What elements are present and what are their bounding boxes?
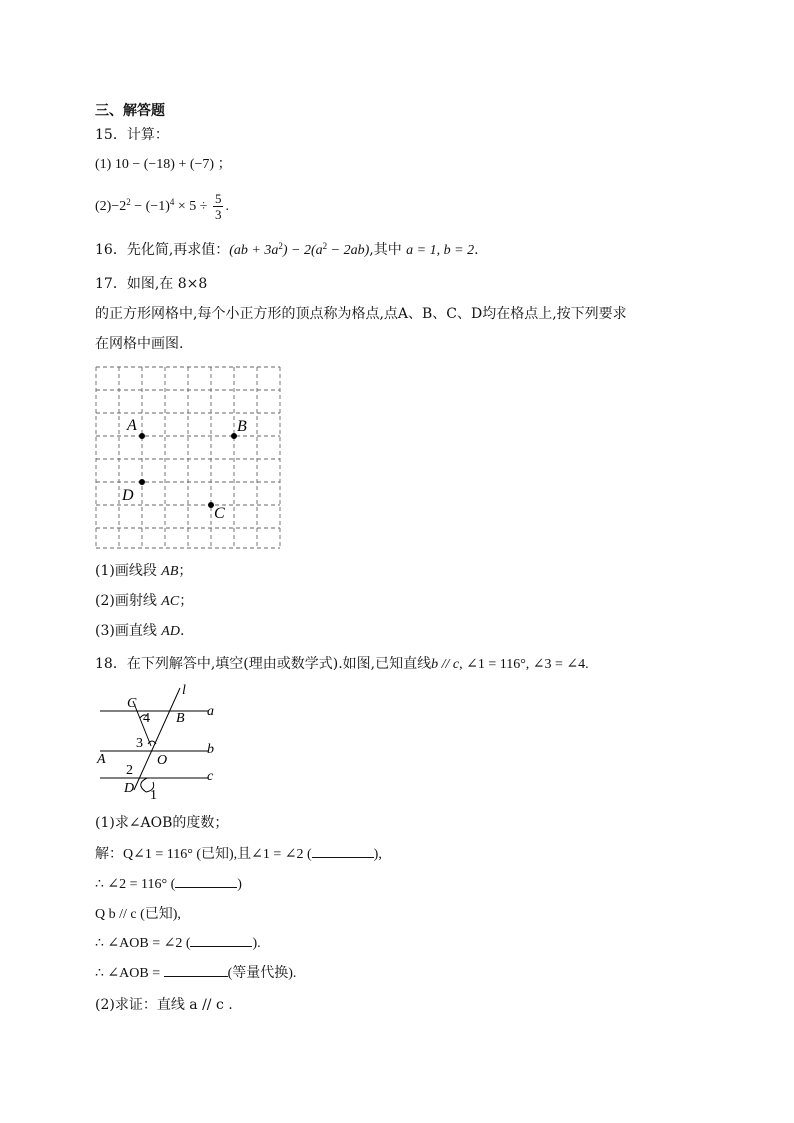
section-title: 三、解答题 xyxy=(95,103,165,119)
q18-step-3 xyxy=(95,905,181,925)
q18-step-4 xyxy=(95,934,261,954)
q16 xyxy=(95,240,479,261)
q18-step-3-text: Q b // c (已知), xyxy=(95,907,181,922)
q17-task-2 xyxy=(95,591,193,612)
q18-step-2-text: ∴ ∠2 = 116° ( xyxy=(95,877,176,892)
q17-task-1-end: ； xyxy=(178,563,193,579)
q18-step-5-end: (等量代换). xyxy=(227,966,297,981)
q16-expr-mid: ) − 2(a xyxy=(282,243,323,258)
q15-part2-expr-c: × 5 ÷ xyxy=(174,199,211,214)
label-a: a xyxy=(207,704,214,719)
q18-step-1 xyxy=(95,845,382,865)
q17-task-2-end: ； xyxy=(179,593,194,609)
fraction-numerator: 5 xyxy=(214,191,222,207)
answer-blank-1[interactable] xyxy=(312,845,374,858)
q18-step-5-text: ∴ ∠AOB = xyxy=(95,966,164,981)
q18-given2: , ∠1 = 116°, ∠3 = ∠4. xyxy=(459,657,589,672)
q16-expr-close: − 2ab) xyxy=(327,243,370,258)
q17-grid-figure xyxy=(90,360,290,555)
grid-lines xyxy=(96,367,280,548)
q16-given: a = 1, b = 2 xyxy=(406,243,475,258)
q17-task-2-target: AC xyxy=(161,594,180,609)
q18-step-4-text: ∴ ∠AOB = ∠2 ( xyxy=(95,936,191,951)
q15-part2-expr-b: − (−1) xyxy=(130,199,170,214)
q17-task-1-label: (1)画线段 xyxy=(95,563,157,579)
label-B: B xyxy=(176,711,185,726)
q18-stem-line xyxy=(95,654,589,675)
q17-task-1-target: AB xyxy=(161,564,179,579)
q17-task-1 xyxy=(95,561,192,582)
q18-parallel-lines-figure xyxy=(90,680,240,805)
q16-given-prefix: ,其中 xyxy=(369,242,407,258)
angle-arc-2 xyxy=(141,778,147,792)
q15-part2-exp-b: 4 xyxy=(169,197,175,207)
q18-part2: (2)求证：直线 a // c . xyxy=(95,997,233,1013)
label-3: 3 xyxy=(136,736,143,751)
q17-task-3-label: (3)画直线 xyxy=(95,623,157,639)
label-A: A xyxy=(97,752,106,767)
q17-stem: 17．如图,在 8×8 xyxy=(95,276,208,292)
q16-expr-open: (ab + 3a xyxy=(229,243,279,258)
point-a-dot xyxy=(139,433,145,439)
q18-stem: 18．在下列解答中,填空(理由或数学式).如图,已知直线 xyxy=(95,656,432,672)
point-c-label: C xyxy=(214,505,225,522)
q17-text2: 的正方形网格中,每个小正方形的顶点称为格点,点A、B、C、D均在格点上,按下列要求 xyxy=(95,306,627,322)
q15-part1-label: (1) xyxy=(95,157,112,172)
point-d-dot xyxy=(139,479,145,485)
answer-blank-2[interactable] xyxy=(175,875,237,888)
q15-part2-exp-a: 2 xyxy=(126,197,131,207)
q18-part1: (1)求∠AOB的度数； xyxy=(95,815,229,831)
point-a-label: A xyxy=(127,417,137,434)
q18-step-1-text: 解：Q∠1 = 116° (已知),且∠1 = ∠2 ( xyxy=(95,847,312,862)
q15-part2-label: (2) xyxy=(95,199,112,214)
point-b-label: B xyxy=(237,418,247,435)
q17-text3: 在网格中画图. xyxy=(95,336,184,352)
label-4: 4 xyxy=(143,711,150,726)
label-c: c xyxy=(207,769,214,784)
q15-part2-end: . xyxy=(225,199,229,214)
q16-exp2: 2 xyxy=(322,241,328,251)
label-2: 2 xyxy=(126,763,133,778)
label-D: D xyxy=(124,781,135,796)
q18-step-4-end: ). xyxy=(252,936,261,951)
q18-step-2-end: ) xyxy=(237,877,242,892)
answer-blank-3[interactable] xyxy=(190,934,252,947)
q15-part2 xyxy=(95,190,229,224)
q18-given1: b // c xyxy=(431,657,460,672)
answer-blank-4[interactable] xyxy=(164,964,228,977)
fraction-denominator: 3 xyxy=(214,207,222,223)
q18-step-1-end: ), xyxy=(373,847,382,862)
label-l: l xyxy=(182,683,186,698)
q15-stem: 15．计算： xyxy=(95,127,169,143)
q15-part1-end: ； xyxy=(217,157,232,172)
q15-part1 xyxy=(95,155,232,175)
q16-exp1: 2 xyxy=(278,241,283,251)
q15-part2-expr-a: −2 xyxy=(111,199,127,214)
q16-stem: 16．先化简,再求值： xyxy=(95,242,230,258)
q15-part1-expr: 10 − (−18) + (−7) xyxy=(114,157,215,172)
label-b: b xyxy=(207,742,214,757)
q15-part2-fraction xyxy=(213,191,224,222)
point-d-label: D xyxy=(122,487,134,504)
label-O: O xyxy=(157,753,168,768)
label-C: C xyxy=(127,696,137,711)
q17-task-2-label: (2)画射线 xyxy=(95,593,157,609)
q18-step-2 xyxy=(95,875,242,895)
q17-task-3-end: . xyxy=(179,623,185,639)
label-1: 1 xyxy=(150,788,157,803)
q18-step-5 xyxy=(95,964,296,984)
q16-end: . xyxy=(474,242,479,258)
q17-task-3-target: AD xyxy=(161,624,180,639)
q17-task-3 xyxy=(95,621,184,642)
